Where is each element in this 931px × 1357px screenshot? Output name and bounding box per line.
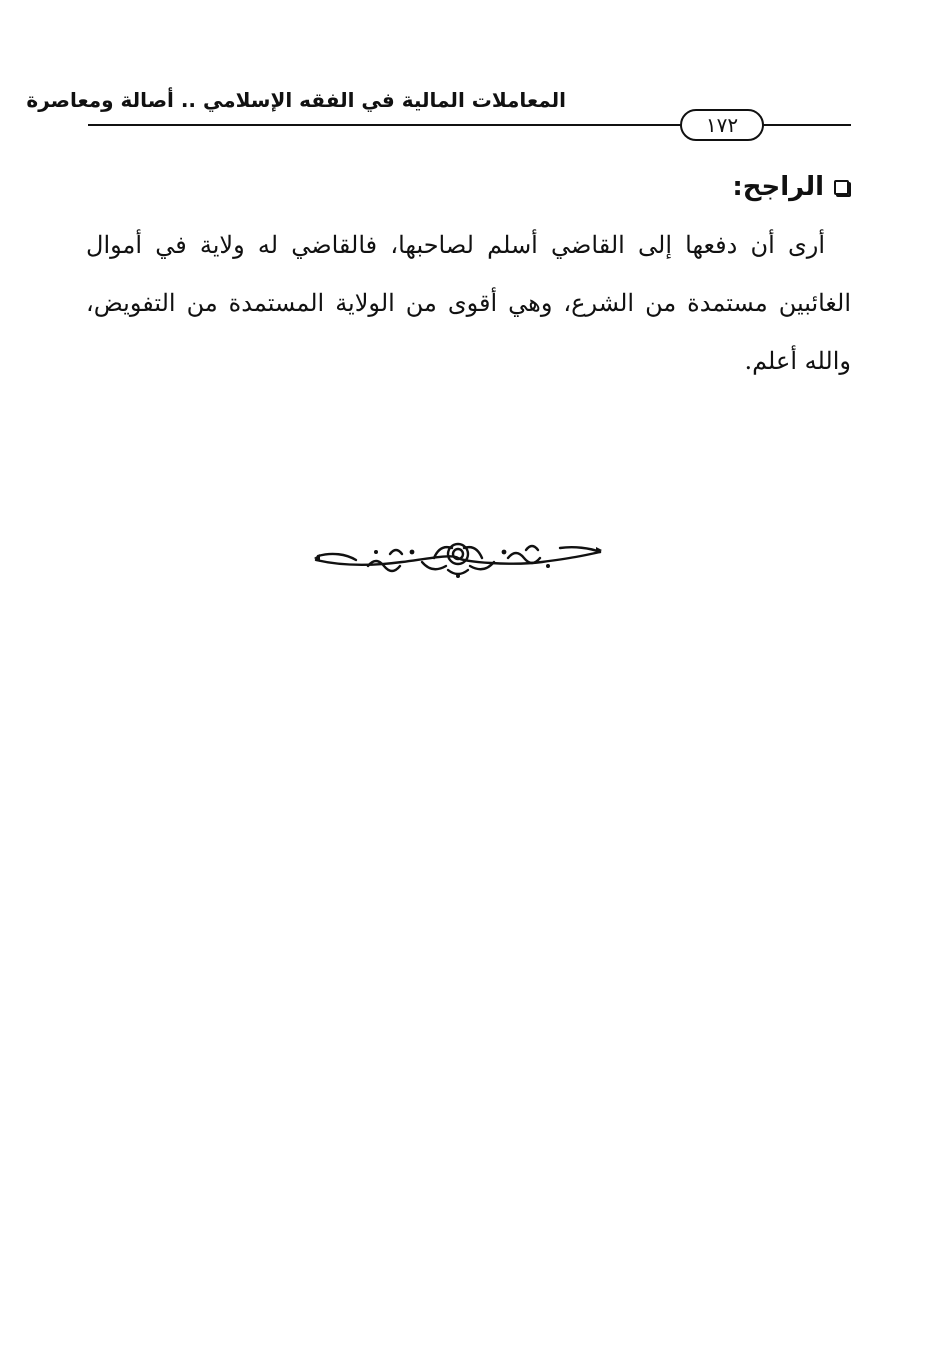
section-heading-label: الراجح: bbox=[732, 172, 824, 202]
checkbox-square-icon bbox=[834, 180, 849, 195]
running-header-title: المعاملات المالية في الفقه الإسلامي .. أصالة ومعاصرة bbox=[26, 88, 566, 112]
body-line-1: أرى أن دفعها إلى القاضي أسلم لصاحبها، فالقاضي له ولاية في أموال bbox=[86, 231, 825, 259]
body-line-3: والله أعلم. bbox=[744, 347, 851, 375]
section-heading bbox=[732, 168, 849, 206]
body-line-2: الغائبين مستمدة من الشرع، وهي أقوى من الولاية المستمدة من التفويض، bbox=[86, 289, 851, 317]
body-paragraph bbox=[86, 222, 851, 396]
decorative-divider-ornament-icon bbox=[312, 536, 604, 580]
page-number: ١٧٢ bbox=[680, 109, 764, 141]
